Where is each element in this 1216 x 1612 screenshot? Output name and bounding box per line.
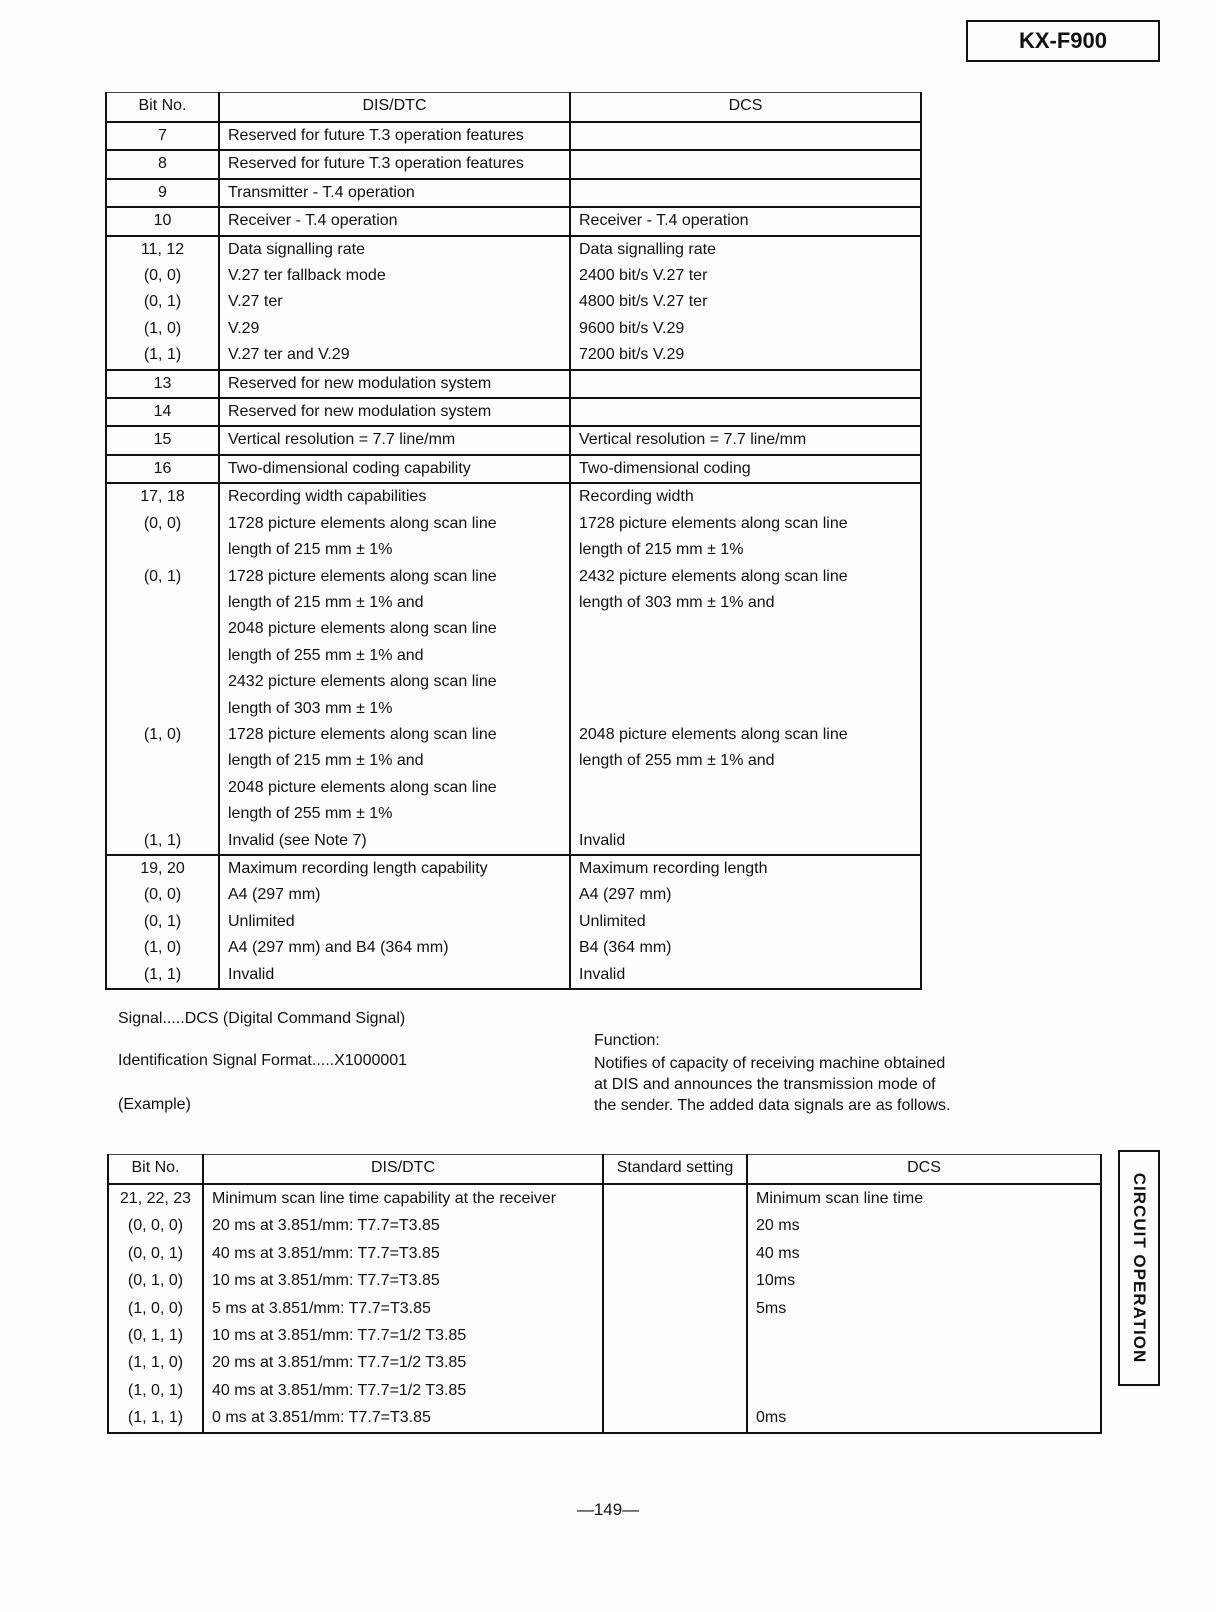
bit-no-cell: [106, 537, 219, 563]
bit-no-cell: [106, 590, 219, 616]
dis-dtc-cell: Maximum recording length capability: [219, 855, 570, 882]
dis-dtc-cell: length of 303 mm ± 1%: [219, 696, 570, 722]
table-row: [106, 962, 921, 989]
dcs-cell: Maximum recording length: [570, 855, 921, 882]
table-row: [106, 722, 921, 748]
dcs-cell: 40 ms: [747, 1240, 1101, 1267]
dcs-cell: [570, 616, 921, 642]
signal-line: Signal.....DCS (Digital Command Signal): [118, 1010, 406, 1027]
dis-dtc-cell: 0 ms at 3.851/mm: T7.7=T3.85: [203, 1404, 603, 1432]
bit-no-cell: (0, 1): [106, 289, 219, 315]
dis-dtc-cell: 1728 picture elements along scan line: [219, 564, 570, 590]
dcs-cell: Minimum scan line time: [747, 1184, 1101, 1212]
table-row: [106, 207, 921, 235]
bit-no-cell: (0, 1): [106, 909, 219, 935]
table-row: [106, 643, 921, 669]
dcs-cell: A4 (297 mm): [570, 882, 921, 908]
table-row: [106, 122, 921, 150]
dis-dtc-cell: Receiver - T.4 operation: [219, 207, 570, 235]
dis-dtc-cell: Unlimited: [219, 909, 570, 935]
dis-dtc-cell: Two-dimensional coding capability: [219, 455, 570, 483]
standard-setting-cell: [603, 1295, 747, 1322]
dcs-cell: length of 255 mm ± 1% and: [570, 748, 921, 774]
dcs-cell: [747, 1349, 1101, 1376]
dis-dtc-cell: Reserved for new modulation system: [219, 370, 570, 398]
dis-dtc-cell: Data signalling rate: [219, 236, 570, 263]
dcs-cell: B4 (364 mm): [570, 935, 921, 961]
table-row: [106, 909, 921, 935]
table-row: [108, 1267, 1101, 1294]
dcs-cell: Invalid: [570, 828, 921, 855]
bit-no-cell: (0, 0): [106, 263, 219, 289]
dcs-cell: [747, 1322, 1101, 1349]
dis-dtc-cell: 10 ms at 3.851/mm: T7.7=T3.85: [203, 1267, 603, 1294]
dcs-cell: [570, 150, 921, 178]
bit-no-cell: (0, 0): [106, 511, 219, 537]
table-row: [106, 828, 921, 855]
bit-no-cell: 15: [106, 426, 219, 454]
table-row: [106, 150, 921, 178]
dis-dtc-cell: Invalid (see Note 7): [219, 828, 570, 855]
model-number: KX-F900: [966, 20, 1160, 62]
table-row: [106, 882, 921, 908]
standard-setting-cell: [603, 1322, 747, 1349]
table-row: [106, 935, 921, 961]
table-row: [106, 511, 921, 537]
bit-no-cell: 8: [106, 150, 219, 178]
side-tab-label: CIRCUIT OPERATION: [1130, 1172, 1149, 1364]
table-row: [106, 696, 921, 722]
dis-dtc-cell: 20 ms at 3.851/mm: T7.7=T3.85: [203, 1212, 603, 1239]
dis-dtc-cell: Reserved for future T.3 operation features: [219, 150, 570, 178]
dis-dtc-cell: A4 (297 mm): [219, 882, 570, 908]
bit-no-cell: 14: [106, 398, 219, 426]
bit-no-cell: (1, 1): [106, 828, 219, 855]
bit-no-cell: 17, 18: [106, 483, 219, 510]
bit-no-cell: 19, 20: [106, 855, 219, 882]
column-header-standard-setting: Standard setting: [603, 1155, 747, 1185]
table-row: [108, 1240, 1101, 1267]
table-row: [106, 370, 921, 398]
table-row: [106, 801, 921, 827]
bit-no-cell: 11, 12: [106, 236, 219, 263]
example-label: (Example): [118, 1096, 191, 1113]
table-row: [106, 236, 921, 263]
dis-dtc-cell: A4 (297 mm) and B4 (364 mm): [219, 935, 570, 961]
standard-setting-cell: [603, 1404, 747, 1432]
table-row: [106, 775, 921, 801]
dis-dtc-cell: length of 255 mm ± 1%: [219, 801, 570, 827]
bit-no-cell: 7: [106, 122, 219, 150]
function-line: the sender. The added data signals are as follows.: [594, 1097, 951, 1114]
dcs-cell: 5ms: [747, 1295, 1101, 1322]
table-row: [108, 1184, 1101, 1212]
dis-dtc-cell: V.27 ter and V.29: [219, 342, 570, 369]
dis-dtc-cell: 1728 picture elements along scan line: [219, 511, 570, 537]
function-label: Function:: [594, 1032, 660, 1049]
bit-no-cell: (1, 1): [106, 962, 219, 989]
column-header-dis-dtc: DIS/DTC: [203, 1155, 603, 1185]
table-row: [108, 1349, 1101, 1376]
table-row: [106, 669, 921, 695]
dis-dtc-cell: V.27 ter: [219, 289, 570, 315]
bit-no-cell: [106, 616, 219, 642]
side-tab: [1118, 1150, 1160, 1386]
dis-dtc-cell: length of 255 mm ± 1% and: [219, 643, 570, 669]
table-row: [108, 1322, 1101, 1349]
table-row: [106, 342, 921, 369]
bit-no-cell: [106, 643, 219, 669]
dis-dtc-cell: V.29: [219, 316, 570, 342]
bit-no-cell: (1, 1, 0): [108, 1349, 203, 1376]
dcs-cell: [570, 398, 921, 426]
dis-dtc-cell: 40 ms at 3.851/mm: T7.7=T3.85: [203, 1240, 603, 1267]
dcs-cell: 20 ms: [747, 1212, 1101, 1239]
column-header-dcs: DCS: [747, 1155, 1101, 1185]
bit-no-cell: [106, 775, 219, 801]
dcs-cell: 2048 picture elements along scan line: [570, 722, 921, 748]
dis-dtc-cell: 2432 picture elements along scan line: [219, 669, 570, 695]
identification-format: Identification Signal Format.....X1000001: [118, 1052, 408, 1069]
dis-dtc-cell: length of 215 mm ± 1% and: [219, 590, 570, 616]
dcs-cell: Receiver - T.4 operation: [570, 207, 921, 235]
dis-dtc-cell: 10 ms at 3.851/mm: T7.7=1/2 T3.85: [203, 1322, 603, 1349]
table-row: [106, 537, 921, 563]
bit-table-2: [107, 1154, 1102, 1434]
table-row: [108, 1404, 1101, 1432]
dcs-cell: [570, 696, 921, 722]
dcs-cell: 2432 picture elements along scan line: [570, 564, 921, 590]
dcs-cell: Two-dimensional coding: [570, 455, 921, 483]
dcs-cell: Recording width: [570, 483, 921, 510]
bit-no-cell: 9: [106, 179, 219, 207]
dcs-cell: 4800 bit/s V.27 ter: [570, 289, 921, 315]
dcs-cell: [570, 122, 921, 150]
table-row: [106, 289, 921, 315]
bit-no-cell: (1, 0): [106, 935, 219, 961]
table-row: [106, 426, 921, 454]
bit-no-cell: (0, 1, 1): [108, 1322, 203, 1349]
bit-no-cell: [106, 801, 219, 827]
table-row: [106, 263, 921, 289]
standard-setting-cell: [603, 1377, 747, 1404]
dis-dtc-cell: 20 ms at 3.851/mm: T7.7=1/2 T3.85: [203, 1349, 603, 1376]
bit-table-1: [105, 92, 922, 990]
bit-no-cell: (0, 0, 0): [108, 1212, 203, 1239]
dis-dtc-cell: Reserved for future T.3 operation features: [219, 122, 570, 150]
table-row: [106, 455, 921, 483]
dis-dtc-cell: 40 ms at 3.851/mm: T7.7=1/2 T3.85: [203, 1377, 603, 1404]
dcs-cell: [747, 1377, 1101, 1404]
bit-no-cell: [106, 669, 219, 695]
standard-setting-cell: [603, 1184, 747, 1212]
table-row: [106, 564, 921, 590]
dis-dtc-cell: Transmitter - T.4 operation: [219, 179, 570, 207]
table-row: [106, 748, 921, 774]
dcs-cell: 2400 bit/s V.27 ter: [570, 263, 921, 289]
dcs-cell: [570, 643, 921, 669]
table-row: [106, 616, 921, 642]
column-header-bit-no: Bit No.: [106, 93, 219, 123]
table-row: [106, 179, 921, 207]
bit-no-cell: (0, 1): [106, 564, 219, 590]
dis-dtc-cell: Reserved for new modulation system: [219, 398, 570, 426]
bit-no-cell: [106, 696, 219, 722]
dis-dtc-cell: length of 215 mm ± 1%: [219, 537, 570, 563]
dcs-cell: [570, 370, 921, 398]
standard-setting-cell: [603, 1240, 747, 1267]
dcs-cell: length of 215 mm ± 1%: [570, 537, 921, 563]
bit-no-cell: (1, 0, 0): [108, 1295, 203, 1322]
dcs-cell: 9600 bit/s V.29: [570, 316, 921, 342]
table-row: [106, 316, 921, 342]
page-number: —149—: [576, 1500, 640, 1519]
standard-setting-cell: [603, 1267, 747, 1294]
table-row: [106, 590, 921, 616]
column-header-bit-no: Bit No.: [108, 1155, 203, 1185]
dcs-cell: Data signalling rate: [570, 236, 921, 263]
dis-dtc-cell: length of 215 mm ± 1% and: [219, 748, 570, 774]
dcs-cell: [570, 179, 921, 207]
bit-no-cell: (1, 0): [106, 722, 219, 748]
dcs-cell: 1728 picture elements along scan line: [570, 511, 921, 537]
table-row: [108, 1377, 1101, 1404]
dis-dtc-cell: 2048 picture elements along scan line: [219, 775, 570, 801]
dis-dtc-cell: Invalid: [219, 962, 570, 989]
table-row: [108, 1212, 1101, 1239]
bit-no-cell: 13: [106, 370, 219, 398]
dcs-cell: 10ms: [747, 1267, 1101, 1294]
dcs-cell: [570, 801, 921, 827]
dcs-cell: Invalid: [570, 962, 921, 989]
function-line: Notifies of capacity of receiving machine obtained: [594, 1055, 946, 1072]
table-row: [106, 855, 921, 882]
dcs-cell: length of 303 mm ± 1% and: [570, 590, 921, 616]
table-row: [106, 398, 921, 426]
dis-dtc-cell: Vertical resolution = 7.7 line/mm: [219, 426, 570, 454]
dcs-cell: 0ms: [747, 1404, 1101, 1432]
bit-no-cell: (0, 0, 1): [108, 1240, 203, 1267]
bit-no-cell: (1, 1): [106, 342, 219, 369]
dis-dtc-cell: V.27 ter fallback mode: [219, 263, 570, 289]
bit-no-cell: 16: [106, 455, 219, 483]
dcs-cell: Unlimited: [570, 909, 921, 935]
bit-no-cell: (1, 0, 1): [108, 1377, 203, 1404]
dis-dtc-cell: Minimum scan line time capability at the receiver: [203, 1184, 603, 1212]
bit-no-cell: 10: [106, 207, 219, 235]
table-row: [108, 1295, 1101, 1322]
standard-setting-cell: [603, 1349, 747, 1376]
dcs-cell: Vertical resolution = 7.7 line/mm: [570, 426, 921, 454]
bit-no-cell: (1, 0): [106, 316, 219, 342]
dcs-cell: [570, 775, 921, 801]
bit-no-cell: [106, 748, 219, 774]
dcs-cell: [570, 669, 921, 695]
column-header-dcs: DCS: [570, 93, 921, 123]
dis-dtc-cell: 1728 picture elements along scan line: [219, 722, 570, 748]
bit-no-cell: 21, 22, 23: [108, 1184, 203, 1212]
bit-no-cell: (1, 1, 1): [108, 1404, 203, 1432]
dis-dtc-cell: 2048 picture elements along scan line: [219, 616, 570, 642]
standard-setting-cell: [603, 1212, 747, 1239]
function-description: [594, 1053, 950, 1116]
table-row: [106, 483, 921, 510]
dis-dtc-cell: 5 ms at 3.851/mm: T7.7=T3.85: [203, 1295, 603, 1322]
function-line: at DIS and announces the transmission mode of: [594, 1076, 936, 1093]
column-header-dis-dtc: DIS/DTC: [219, 93, 570, 123]
bit-no-cell: (0, 0): [106, 882, 219, 908]
dcs-cell: 7200 bit/s V.29: [570, 342, 921, 369]
dis-dtc-cell: Recording width capabilities: [219, 483, 570, 510]
bit-no-cell: (0, 1, 0): [108, 1267, 203, 1294]
